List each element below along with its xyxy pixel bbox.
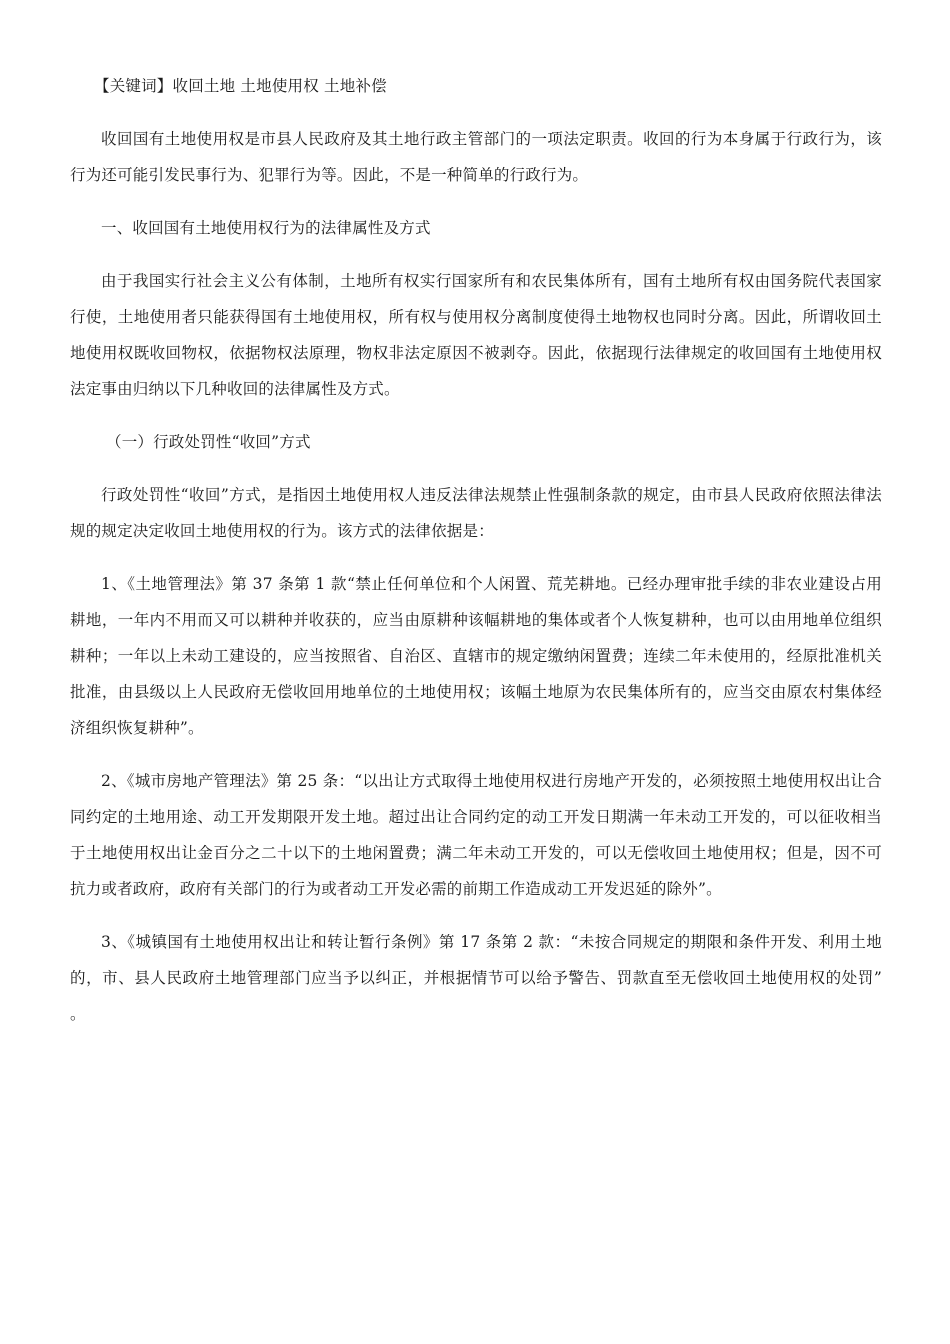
paragraph-background: 由于我国实行社会主义公有体制，土地所有权实行国家所有和农民集体所有，国有土地所有权由国务院代表国家行使，土地使用者只能获得国有土地使用权，所有权与使用权分离制度使得土地物权也同时分离。因此，所谓收回土地使用权既收回物权，依据物权法原理，物权非法定原因不被剥夺。因此，依据现行法律规定的收回国有土地使用权法定事由归纳以下几种收回的法律属性及方式。 [70, 272, 882, 398]
paragraph-intro: 收回国有土地使用权是市县人民政府及其土地行政主管部门的一项法定职责。收回的行为本身属于行政行为，该行为还可能引发民事行为、犯罪行为等。因此，不是一种简单的行政行为。 [70, 130, 882, 184]
list-item-3: 3、《城镇国有土地使用权出让和转让暂行条例》第 17 条第 2 款：“未按合同规定的期限和条件开发、利用土地的，市、县人民政府土地管理部门应当予以纠正，并根据情节可以给予警告、罚款直至无偿收回土地使用权的处罚” 。 [70, 933, 882, 1023]
list-item-2: 2、《城市房地产管理法》第 25 条：“以出让方式取得土地使用权进行房地产开发的，必须按照土地使用权出让合同约定的土地用途、动工开发期限开发土地。超过出让合同约定的动工开发日期满一年未动工开发的，可以征收相当于土地使用权出让金百分之二十以下的土地闲置费；满二年未动工开发的，可以无偿收回土地使用权；但是，因不可抗力或者政府，政府有关部门的行为或者动工开发必需的前期工作造成动工开发迟延的除外”。 [70, 772, 882, 898]
document-body [70, 68, 882, 1049]
section-heading-1: 一、收回国有土地使用权行为的法律属性及方式 [101, 219, 431, 237]
paragraph-definition: 行政处罚性“收回”方式，是指因土地使用权人违反法律法规禁止性强制条款的规定，由市县人民政府依照法律法规的规定决定收回土地使用权的行为。该方式的法律依据是： [70, 486, 882, 540]
keywords-line: 【关键词】收回土地 土地使用权 土地补偿 [94, 77, 387, 95]
list-item-1: 1、《土地管理法》第 37 条第 1 款“禁止任何单位和个人闲置、荒芜耕地。已经办理审批手续的非农业建设占用耕地，一年内不用而又可以耕种并收获的，应当由原耕种该幅耕地的集体或者个人恢复耕种，也可以由用地单位组织耕种；一年以上未动工建设的，应当按照省、自治区、直辖市的规定缴纳闲置费；连续二年未使用的，经原批准机关批准，由县级以上人民政府无偿收回用地单位的土地使用权；该幅土地原为农民集体所有的，应当交由原农村集体经济组织恢复耕种”。 [70, 575, 882, 737]
subsection-heading-1: （一）行政处罚性“收回”方式 [106, 433, 311, 451]
